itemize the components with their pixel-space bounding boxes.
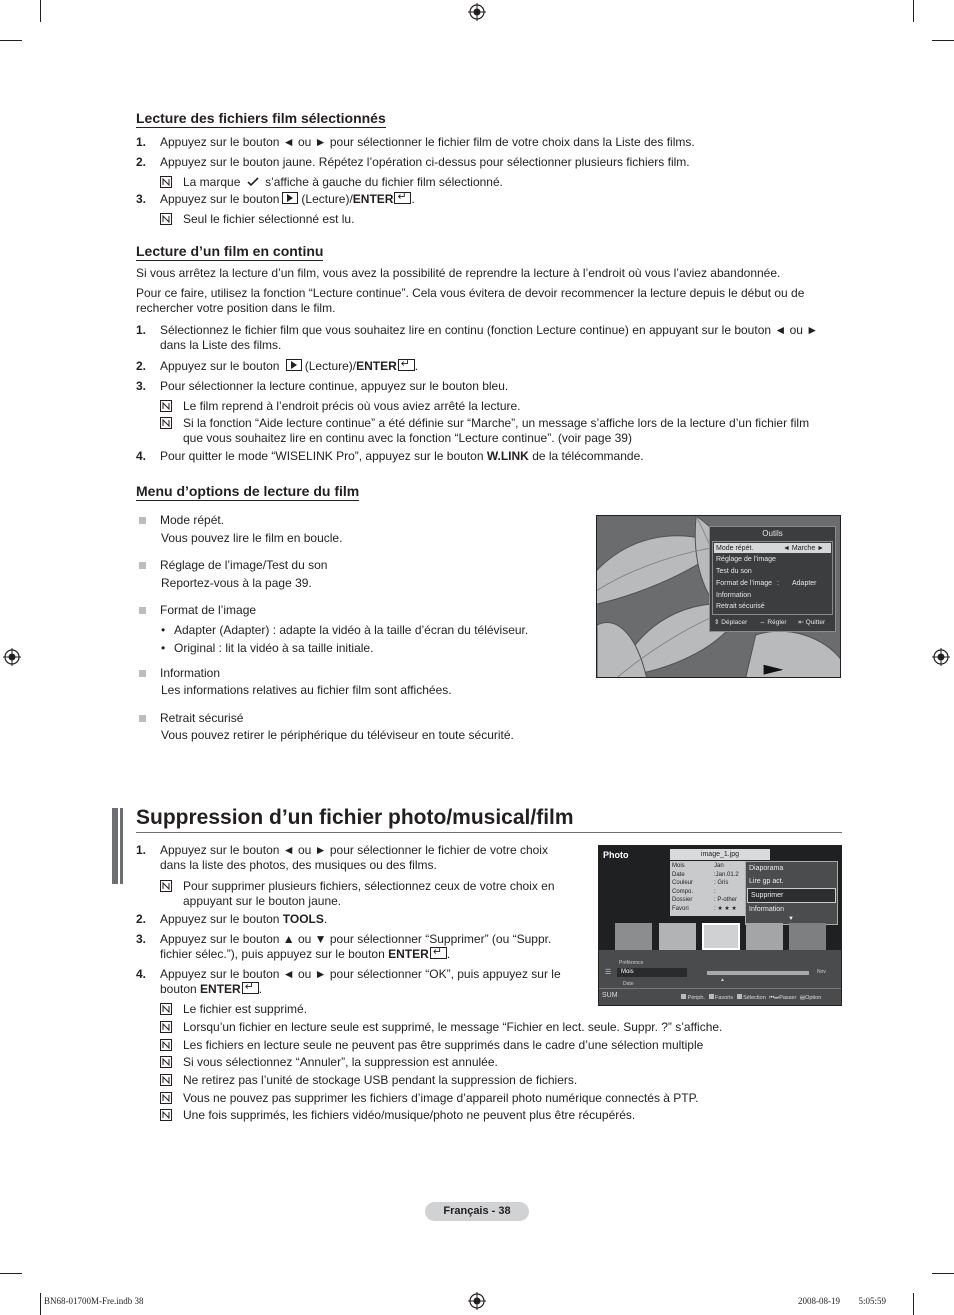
option-title: Information bbox=[160, 666, 221, 680]
step-number: 3. bbox=[136, 932, 147, 946]
step-number: 1. bbox=[136, 323, 147, 337]
note-icon bbox=[160, 417, 172, 429]
step-number: 2. bbox=[136, 912, 147, 926]
info-label: Compo. bbox=[672, 889, 694, 895]
print-slug-left: BN68-01700M-Fre.indb 38 bbox=[44, 1296, 144, 1306]
thumbnail[interactable] bbox=[659, 923, 696, 950]
option-desc: Vous pouvez retirer le périphérique du téléviseur en toute sécurité. bbox=[161, 728, 514, 742]
menu-item-delete[interactable]: Supprimer bbox=[747, 888, 836, 903]
step-text-a: Appuyez sur le bouton bbox=[160, 359, 280, 373]
heading-continuous-play: Lecture d’un film en continu bbox=[136, 243, 324, 259]
menu-icon: ☰ bbox=[605, 969, 612, 976]
play-icon bbox=[282, 192, 298, 204]
menu-item-play-group[interactable]: Lire gp act. bbox=[749, 878, 784, 885]
note-icon bbox=[160, 1074, 172, 1086]
sort-item[interactable]: Préférence bbox=[619, 960, 644, 966]
note-text: Si la fonction “Aide lecture continue” a été définie sur “Marche”, un message s’affiche lors de la lecture d’un fichier film bbox=[183, 416, 810, 430]
registration-mark-icon bbox=[3, 648, 21, 666]
note-text: Lorsqu’un fichier en lecture seule est supprimé, le message “Fichier en lect. seule. Suppr. ?” s’affiche. bbox=[183, 1020, 723, 1034]
step-number: 4. bbox=[136, 449, 147, 463]
osd-item-list bbox=[712, 541, 833, 615]
footer-item: Favoris bbox=[715, 995, 734, 1001]
enter-icon bbox=[430, 947, 447, 959]
menu-scroll-down-icon: ▼ bbox=[788, 916, 794, 922]
heading-options-menu: Menu d’options de lecture du film bbox=[136, 483, 360, 499]
step-text-a: Appuyez sur le bouton bbox=[160, 192, 280, 206]
info-value: : P-other bbox=[714, 897, 738, 903]
sort-item[interactable]: Date bbox=[623, 981, 634, 987]
format-bullet-text: Original : lit la vidéo à sa taille initiale. bbox=[174, 641, 374, 655]
osd-format-sep: : bbox=[777, 580, 779, 587]
crop-mark bbox=[0, 40, 22, 41]
square-bullet-icon bbox=[139, 517, 146, 524]
footer-item: Passer bbox=[779, 995, 797, 1001]
step-number: 2. bbox=[136, 359, 147, 373]
step-text: dans la liste des photos, des musiques ou des films. bbox=[160, 858, 437, 872]
step-number: 1. bbox=[136, 843, 147, 857]
registration-mark-icon bbox=[468, 1292, 486, 1310]
osd-item-sound[interactable]: Test du son bbox=[716, 568, 752, 575]
photo-header: Photo bbox=[603, 850, 629, 860]
info-label: Date bbox=[672, 872, 685, 878]
enter-key-label: ENTER bbox=[356, 359, 397, 373]
info-value: Jan bbox=[714, 863, 724, 869]
registration-mark-icon bbox=[468, 3, 486, 21]
note-text: Ne retirez pas l’unité de stockage USB pendant la suppression de fichiers. bbox=[183, 1073, 578, 1087]
option-desc: Vous pouvez lire le film en boucle. bbox=[161, 531, 343, 545]
info-label: Favori bbox=[672, 906, 689, 912]
option-title: Réglage de l’image/Test du son bbox=[160, 558, 328, 572]
menu-item-information[interactable]: Information bbox=[749, 906, 785, 913]
photo-tools-menu bbox=[745, 861, 838, 925]
section-bar bbox=[120, 808, 123, 884]
enter-icon bbox=[398, 359, 415, 371]
tools-key-label: TOOLS bbox=[282, 912, 324, 926]
step-text: Appuyez sur le bouton ◄ ou ► pour sélectionner le fichier film de votre choix dans la Liste des films. bbox=[160, 135, 695, 149]
paragraph-line: Pour ce faire, utilisez la fonction “Lecture continue”. Cela vous évitera de devoir recommencer la lecture depuis le début ou de bbox=[136, 286, 805, 300]
note-text-a: La marque bbox=[183, 175, 241, 189]
footer-item: Option bbox=[805, 995, 822, 1001]
option-desc: Reportez-vous à la page 39. bbox=[161, 576, 312, 590]
crop-mark bbox=[932, 1273, 954, 1274]
crop-mark bbox=[0, 1273, 22, 1274]
step-text: Appuyez sur le bouton ◄ ou ► pour sélectionner “OK”, puis appuyez sur le bbox=[160, 967, 561, 981]
osd-mode-value-text: Marche bbox=[791, 545, 816, 552]
note-text: Le fichier est supprimé. bbox=[183, 1002, 308, 1016]
note-text: Seul le fichier sélectionné est lu. bbox=[183, 212, 355, 226]
note-text: Le film reprend à l’endroit précis où vous aviez arrêté la lecture. bbox=[183, 399, 521, 413]
updown-icon: ⇕ bbox=[714, 619, 720, 626]
step-number: 1. bbox=[136, 135, 147, 149]
tools-osd-menu bbox=[709, 526, 836, 632]
footer-help bbox=[681, 994, 821, 1002]
checkmark-icon bbox=[247, 177, 259, 187]
tv-screenshot-photo-menu bbox=[598, 845, 842, 1006]
step-text-a: Appuyez sur le bouton bbox=[160, 912, 280, 926]
info-value: : ★ ★ ★ bbox=[714, 906, 737, 912]
note-icon bbox=[160, 1003, 172, 1015]
note-text: Vous ne pouvez pas supprimer les fichiers d’image d’appareil photo numérique connectés à PTP. bbox=[183, 1091, 699, 1105]
enter-key-label: ENTER bbox=[352, 192, 394, 206]
note-icon bbox=[160, 1039, 172, 1051]
step-text-c: de la télécommande. bbox=[532, 449, 644, 463]
step-text-b: (Lecture)/ bbox=[304, 359, 357, 373]
red-button-icon bbox=[681, 994, 686, 999]
skip-icon: ⏮⏭ bbox=[769, 995, 780, 1001]
osd-item-info[interactable]: Information bbox=[716, 592, 752, 599]
enter-icon bbox=[394, 192, 411, 204]
tools-icon: ▤ bbox=[799, 995, 806, 1001]
crop-mark bbox=[932, 40, 954, 41]
note-text: Si vous sélectionnez “Annuler”, la suppression est annulée. bbox=[183, 1055, 498, 1069]
note-icon bbox=[160, 1109, 172, 1121]
osd-foot-exit: Quitter bbox=[805, 619, 826, 626]
step-text-a: Pour quitter le mode “WISELINK Pro”, appuyez sur le bouton bbox=[160, 449, 484, 463]
enter-key-label: ENTER bbox=[388, 947, 429, 961]
footer-item: Sélection bbox=[743, 995, 766, 1001]
osd-mode-value: ◄ Marche ► bbox=[783, 545, 825, 552]
section-rule bbox=[136, 832, 842, 833]
format-bullet-text: Adapter (Adapter) : adapte la vidéo à la taille d’écran du téléviseur. bbox=[174, 623, 529, 637]
step-text: Sélectionnez le fichier film que vous souhaitez lire en continu (fonction Lecture continue) en appuyant sur le bouton ◄ ou ► bbox=[160, 323, 819, 337]
info-value: :Jan.01.2 bbox=[714, 872, 739, 878]
tv-screenshot-tools-menu bbox=[596, 515, 841, 678]
menu-item-slideshow[interactable]: Diaporama bbox=[749, 865, 784, 872]
note-icon bbox=[160, 880, 172, 892]
crop-mark bbox=[913, 1293, 914, 1315]
option-title: Format de l’image bbox=[160, 603, 257, 617]
timeline-label: Nov bbox=[817, 969, 826, 975]
note-icon bbox=[160, 1092, 172, 1104]
thumbnail[interactable] bbox=[789, 923, 826, 950]
step-number: 3. bbox=[136, 192, 147, 206]
crop-mark bbox=[40, 0, 41, 22]
footer-divider bbox=[599, 988, 841, 989]
play-icon bbox=[286, 359, 302, 371]
option-title: Retrait sécurisé bbox=[160, 711, 244, 725]
osd-footer bbox=[712, 616, 833, 630]
thumbnail-selected[interactable] bbox=[702, 923, 740, 950]
option-desc: Les informations relatives au fichier film sont affichées. bbox=[161, 683, 452, 697]
thumbnail[interactable] bbox=[615, 923, 652, 950]
osd-item-picture[interactable]: Réglage de l’image bbox=[716, 556, 776, 563]
paragraph: Si vous arrêtez la lecture d’un film, vous avez la possibilité de reprendre la lecture à l’endroit où vous l’aviez abandonnée. bbox=[136, 266, 781, 280]
footer-item: Périph. bbox=[687, 995, 705, 1001]
step-text: fichier sélec.”), puis appuyez sur le bouton bbox=[160, 947, 385, 961]
section-title: Suppression d’un fichier photo/musical/film bbox=[136, 806, 574, 829]
osd-title: Outils bbox=[762, 529, 783, 538]
registration-mark-icon bbox=[932, 648, 950, 666]
section-bar bbox=[112, 808, 118, 884]
step-text: Appuyez sur le bouton ▲ ou ▼ pour sélectionner “Supprimer” (ou “Suppr. bbox=[160, 932, 552, 946]
yellow-button-icon bbox=[737, 994, 742, 999]
step-text: Appuyez sur le bouton jaune. Répétez l’opération ci-dessus pour sélectionner plusieurs fichiers film. bbox=[160, 155, 690, 169]
crop-mark bbox=[40, 1293, 41, 1315]
wlink-key-label: W.LINK bbox=[486, 449, 529, 463]
info-value: : bbox=[714, 889, 716, 895]
note-icon bbox=[160, 400, 172, 412]
note-icon bbox=[160, 176, 172, 188]
heading-selected-files: Lecture des fichiers film sélectionnés bbox=[136, 110, 386, 126]
note-text: Pour supprimer plusieurs fichiers, sélectionnez ceux de votre choix en bbox=[183, 879, 555, 893]
crop-mark bbox=[913, 0, 914, 22]
info-label: Mois bbox=[672, 863, 685, 869]
step-text-b: (Lecture)/ bbox=[301, 192, 353, 206]
page-number-label: Français - 38 bbox=[425, 1202, 529, 1221]
note-text-b: s’affiche à gauche du fichier film sélectionné. bbox=[265, 175, 503, 189]
osd-foot-move: Déplacer bbox=[721, 619, 748, 626]
timeline-bar[interactable] bbox=[707, 971, 809, 975]
print-slug-right: 2008-08-19 ￿￿ 5:05:59 bbox=[798, 1296, 886, 1306]
info-value: : Gris bbox=[714, 880, 729, 886]
square-bullet-icon bbox=[139, 562, 146, 569]
note-text: appuyant sur le bouton jaune. bbox=[183, 894, 342, 908]
paragraph-line: rechercher votre position dans le film. bbox=[136, 301, 336, 315]
note-icon bbox=[160, 1056, 172, 1068]
sort-item-selected[interactable]: Mois bbox=[617, 968, 687, 977]
step-number: 3. bbox=[136, 379, 147, 393]
green-button-icon bbox=[709, 994, 714, 999]
thumbnail[interactable] bbox=[746, 923, 783, 950]
step-text: dans la Liste des films. bbox=[160, 338, 282, 352]
enter-icon bbox=[242, 982, 259, 994]
note-text: que vous souhaitez lire en continu avec la fonction “Lecture continue”. (voir page 39) bbox=[183, 431, 632, 445]
osd-item-mode[interactable]: Mode répét. bbox=[716, 545, 754, 552]
note-text: Les fichiers en lecture seule ne peuvent pas être supprimés dans le cadre d’une sélection multiple bbox=[183, 1038, 704, 1052]
note-text: Une fois supprimés, les fichiers vidéo/musique/photo ne peuvent plus être récupérés. bbox=[183, 1108, 636, 1122]
note-icon bbox=[160, 213, 172, 225]
info-label: Couleur bbox=[672, 880, 694, 886]
info-label: Dossier bbox=[672, 897, 693, 903]
enter-key-label: ENTER bbox=[200, 982, 241, 996]
timeline-marker-icon: ▲ bbox=[720, 977, 725, 983]
step-text: bouton bbox=[160, 982, 197, 996]
step-text: Appuyez sur le bouton ◄ ou ► pour sélectionner le fichier de votre choix bbox=[160, 843, 548, 857]
leftright-icon: ⇔ bbox=[759, 619, 766, 626]
osd-foot-adjust: Régler bbox=[767, 619, 787, 626]
step-number: 4. bbox=[136, 967, 147, 981]
osd-item-format[interactable]: Format de l’image bbox=[716, 580, 773, 587]
photo-info-panel bbox=[670, 861, 746, 916]
option-title: Mode répét. bbox=[160, 513, 225, 527]
square-bullet-icon bbox=[139, 670, 146, 677]
return-icon: ⇤ bbox=[798, 619, 804, 626]
footer-device-label: SUM bbox=[602, 992, 618, 999]
osd-format-value: Adapter bbox=[792, 580, 817, 587]
square-bullet-icon bbox=[139, 715, 146, 722]
photo-filename: image_1.jpg bbox=[670, 849, 770, 860]
osd-item-remove[interactable]: Retrait sécurisé bbox=[716, 603, 765, 610]
note-icon bbox=[160, 1021, 172, 1033]
square-bullet-icon bbox=[139, 607, 146, 614]
step-number: 2. bbox=[136, 155, 147, 169]
step-text: Pour sélectionner la lecture continue, appuyez sur le bouton bleu. bbox=[160, 379, 509, 393]
